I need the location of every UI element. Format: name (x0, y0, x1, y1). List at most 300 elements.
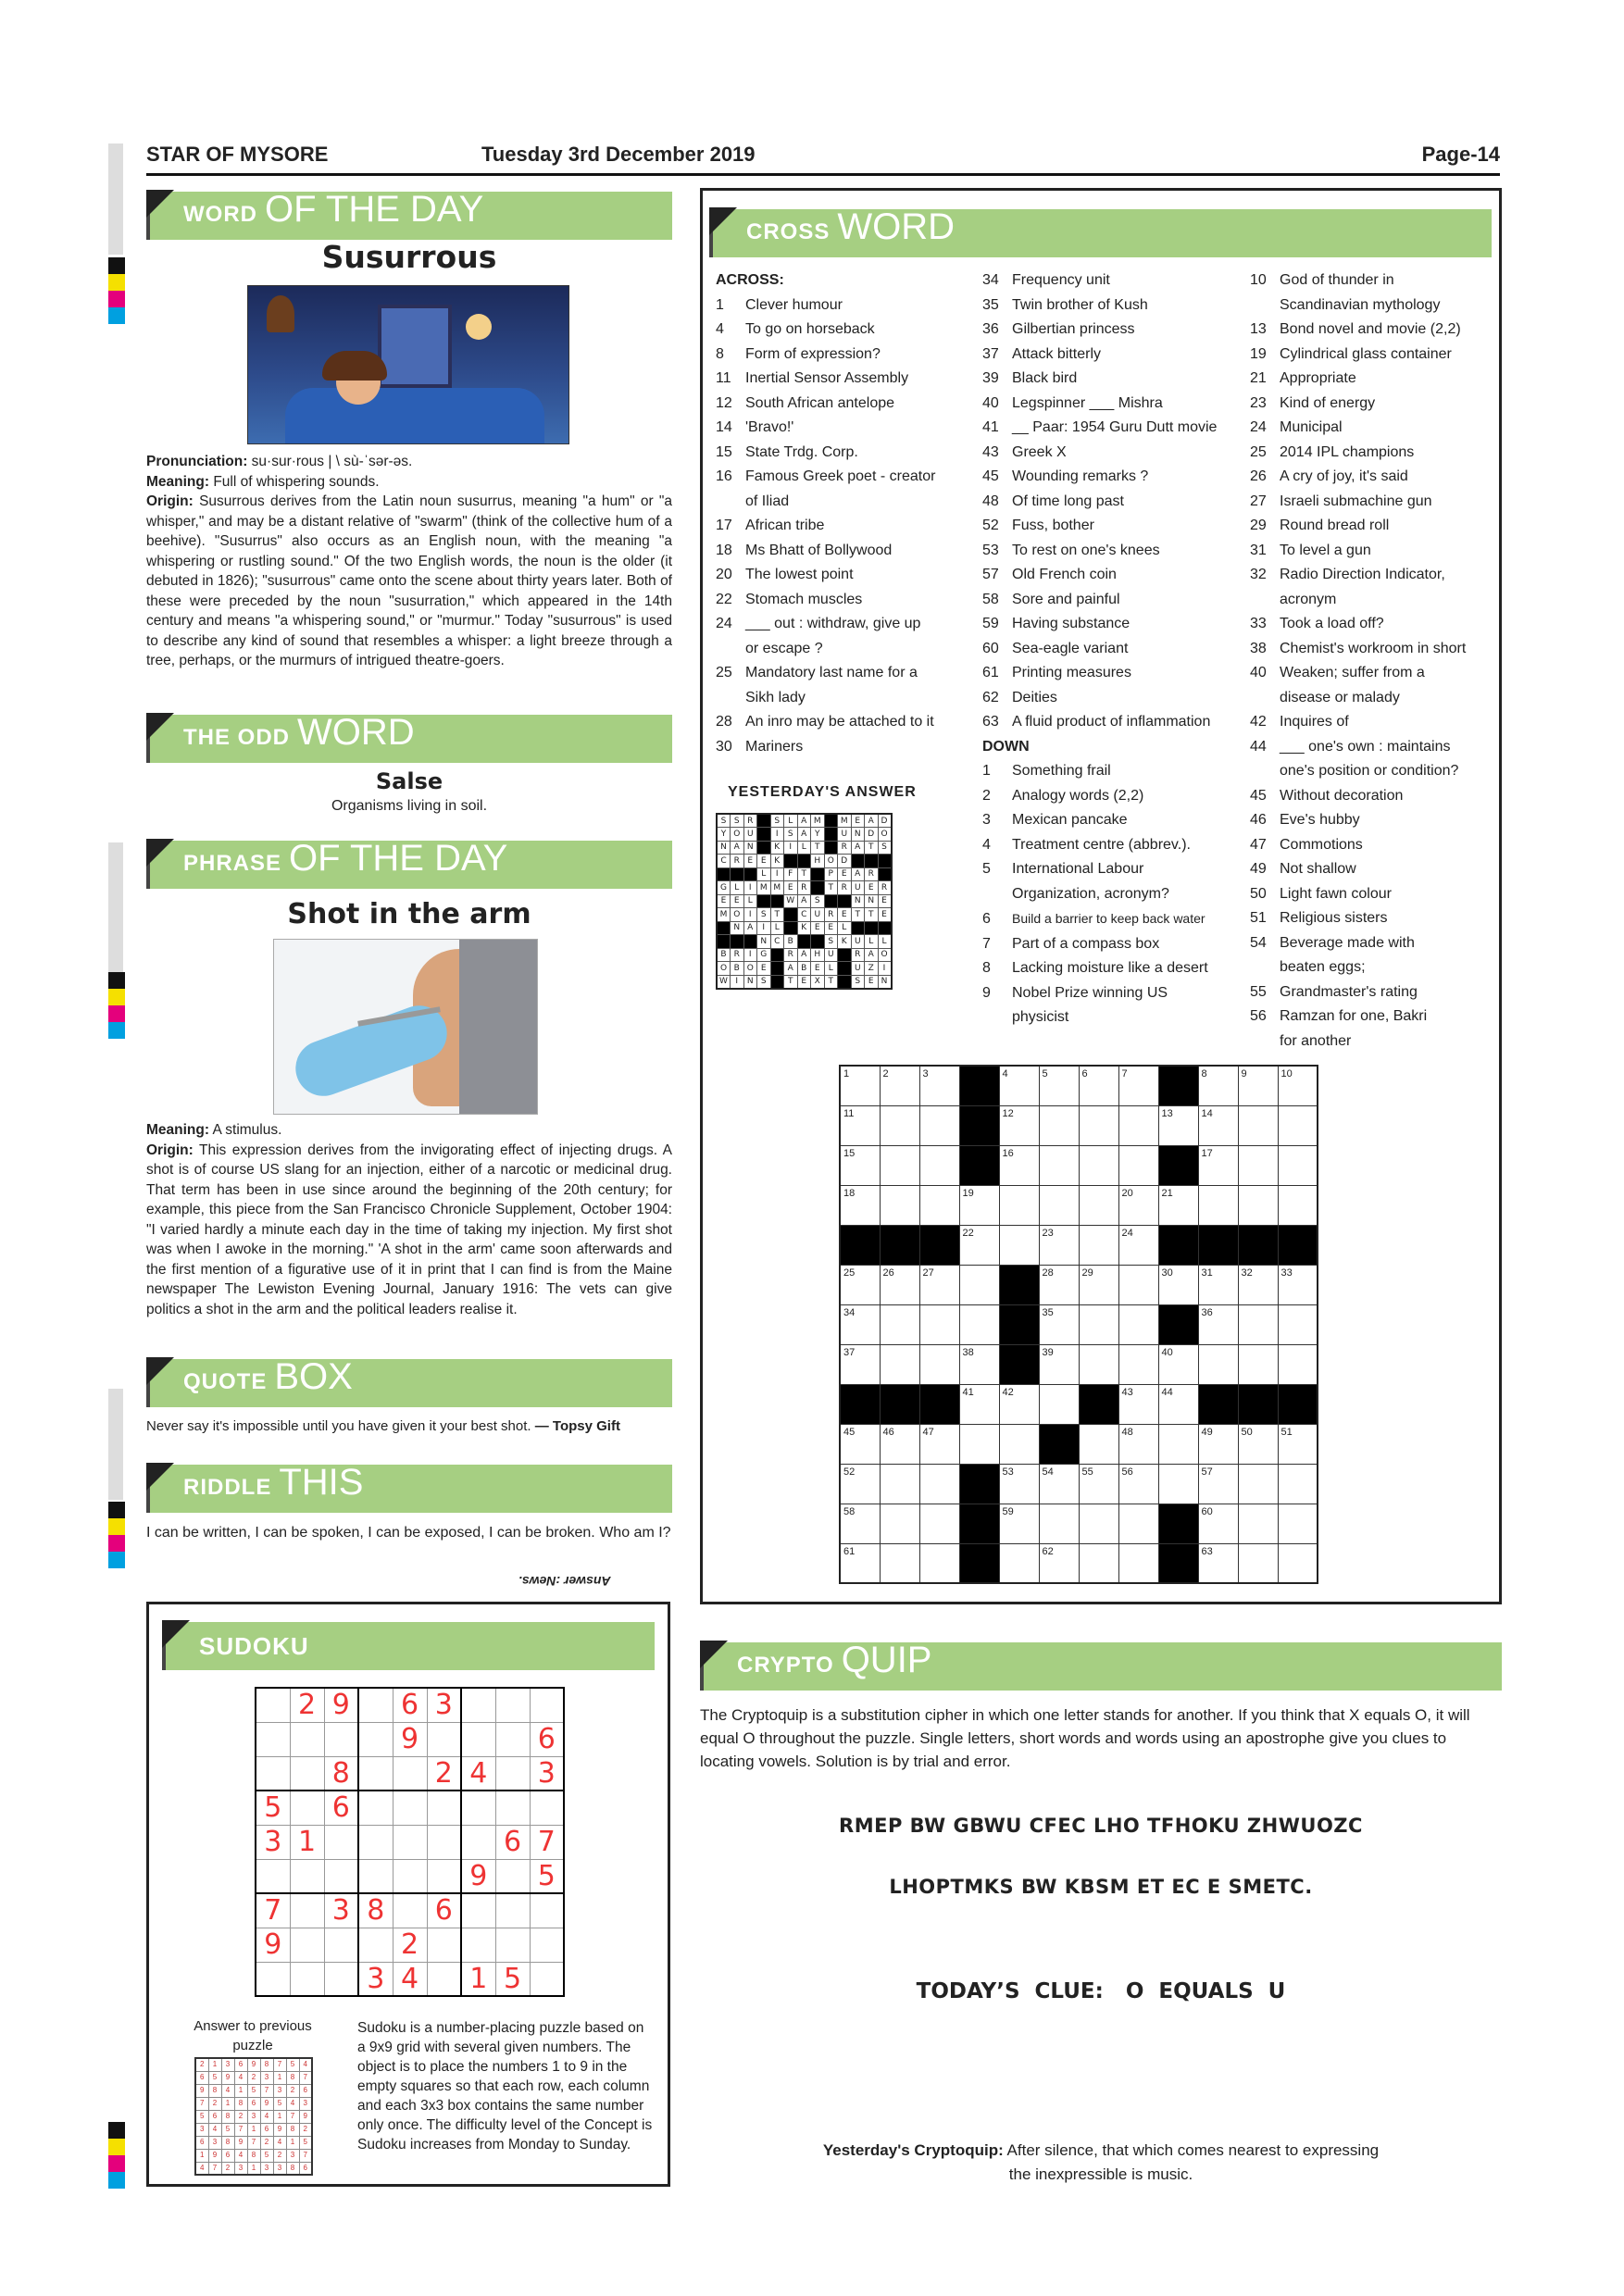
answer-cell: Z (865, 962, 879, 976)
black-cell (1198, 1384, 1238, 1424)
clue-item (982, 735, 1217, 760)
crossword-cell[interactable]: 9 (1238, 1066, 1278, 1105)
crossword-cell[interactable]: 13 (1158, 1105, 1198, 1145)
sudoku-cell[interactable] (358, 1928, 393, 1962)
crossword-cell[interactable] (1079, 1185, 1118, 1225)
crossword-cell[interactable]: 27 (919, 1265, 959, 1304)
crossword-cell[interactable]: 56 (1118, 1464, 1158, 1504)
crossword-cell[interactable]: 8 (1198, 1066, 1238, 1105)
crossword-cell[interactable] (919, 1344, 959, 1384)
clue-text: Round bread roll (1280, 518, 1390, 533)
crossword-cell[interactable] (999, 1543, 1039, 1583)
sudoku-cell: 5 (495, 1962, 530, 1996)
sudoku-cell[interactable] (256, 1756, 290, 1791)
answer-cell: A (784, 962, 798, 976)
clue-item (716, 588, 935, 613)
clue-item (1250, 955, 1466, 980)
clue-number: 47 (1250, 836, 1267, 853)
answer-cell: A (865, 814, 879, 828)
registration-swatch (108, 1005, 125, 1022)
sudoku-cell[interactable] (393, 1893, 427, 1928)
crossword-cell[interactable] (919, 1464, 959, 1504)
sudoku-cell[interactable] (358, 1859, 393, 1893)
clue-item (716, 710, 935, 735)
sudoku-cell[interactable] (461, 1688, 495, 1722)
crossword-cell[interactable]: 35 (1039, 1304, 1079, 1344)
sudoku-cell[interactable] (495, 1893, 530, 1928)
answer-cell: T (797, 867, 811, 881)
answer-cell: W (717, 975, 731, 989)
sudoku-cell[interactable] (290, 1722, 324, 1756)
sudoku-cell[interactable] (461, 1893, 495, 1928)
sudoku-cell: 7 (530, 1825, 564, 1859)
crossword-cell[interactable]: 34 (840, 1304, 880, 1344)
crossword-cell[interactable]: 39 (1039, 1344, 1079, 1384)
crossword-cell[interactable] (919, 1185, 959, 1225)
answer-cell: S (757, 975, 771, 989)
crossword-cell[interactable] (1039, 1105, 1079, 1145)
crossword-cell[interactable] (1238, 1105, 1278, 1145)
crossword-cell[interactable] (1118, 1304, 1158, 1344)
clue-item (716, 416, 935, 441)
sudoku-cell: 3 (530, 1756, 564, 1791)
clue-item (1250, 735, 1466, 760)
crossword-cell[interactable]: 47 (919, 1424, 959, 1464)
yesterday-text: After silence, that which comes nearest to expressing (1003, 2141, 1380, 2159)
sudoku-cell[interactable] (393, 1756, 427, 1791)
crossword-cell[interactable] (880, 1145, 919, 1185)
answer-cell: R (797, 881, 811, 895)
sudoku-cell[interactable] (256, 1688, 290, 1722)
crossword-cell[interactable]: 26 (880, 1265, 919, 1304)
crossword-cell[interactable]: 17 (1198, 1145, 1238, 1185)
crossword-cell[interactable]: 25 (840, 1265, 880, 1304)
sudoku-cell: 8 (358, 1893, 393, 1928)
answer-cell: N (878, 975, 892, 989)
crossword-cell[interactable] (1198, 1185, 1238, 1225)
crossword-cell[interactable]: 24 (1118, 1225, 1158, 1265)
clue-text: African tribe (745, 518, 825, 533)
sudoku-cell[interactable] (530, 1688, 564, 1722)
crossword-cell[interactable]: 40 (1158, 1344, 1198, 1384)
sudoku-cell[interactable] (530, 1791, 564, 1825)
crossword-cell[interactable]: 59 (999, 1504, 1039, 1543)
clue-number: 6 (982, 911, 991, 927)
mini-cell: 2 (286, 2084, 299, 2097)
sudoku-cell[interactable] (358, 1825, 393, 1859)
crossword-cell[interactable] (1118, 1543, 1158, 1583)
crossword-cell[interactable] (959, 1424, 999, 1464)
answer-cell: S (770, 814, 784, 828)
crossword-cell[interactable] (1278, 1464, 1318, 1504)
answer-cell: M (717, 908, 731, 922)
crossword-cell[interactable] (1158, 1464, 1198, 1504)
sudoku-cell[interactable] (393, 1859, 427, 1893)
sudoku-cell[interactable] (427, 1859, 461, 1893)
clue-number: 36 (982, 321, 999, 337)
crossword-cell[interactable]: 30 (1158, 1265, 1198, 1304)
crossword-cell[interactable] (919, 1543, 959, 1583)
crossword-cell[interactable]: 45 (840, 1424, 880, 1464)
clue-number: 60 (982, 640, 999, 656)
sudoku-cell[interactable] (495, 1859, 530, 1893)
clue-number: 3 (982, 812, 991, 828)
crossword-cell[interactable]: 23 (1039, 1225, 1079, 1265)
crossword-cell[interactable] (959, 1265, 999, 1304)
quote: Never say it's impossible until you have given it your best shot. (146, 1418, 535, 1434)
clue-item (716, 293, 935, 318)
clue-text: Appropriate (1280, 370, 1356, 386)
crossword-cell[interactable]: 28 (1039, 1265, 1079, 1304)
mini-cell: 3 (273, 2162, 286, 2175)
crossword-cell[interactable]: 32 (1238, 1265, 1278, 1304)
crossword-cell[interactable] (1278, 1105, 1318, 1145)
sudoku-cell[interactable] (324, 1962, 358, 1996)
crossword-cell[interactable] (1238, 1464, 1278, 1504)
clue-text: A cry of joy, it's said (1280, 468, 1408, 484)
clue-number: 20 (716, 567, 732, 582)
issue-date: Tuesday 3rd December 2019 (481, 143, 756, 166)
crossword-cell[interactable] (1039, 1145, 1079, 1185)
crossword-cell[interactable]: 42 (999, 1384, 1039, 1424)
clue-number: 38 (1250, 640, 1267, 656)
crossword-cell[interactable] (880, 1185, 919, 1225)
clue-item (1250, 686, 1466, 711)
black-cell (878, 855, 892, 868)
mini-cell: 3 (208, 2136, 221, 2149)
sudoku-cell[interactable] (358, 1722, 393, 1756)
crossword-cell[interactable]: 3 (919, 1066, 959, 1105)
clue-text: Without decoration (1280, 787, 1404, 804)
black-cell (770, 962, 784, 976)
quote-header (146, 1356, 672, 1407)
clue-text: The lowest point (745, 567, 854, 582)
crossword-cell[interactable] (919, 1304, 959, 1344)
crossword-cell[interactable] (1039, 1504, 1079, 1543)
sudoku-cell[interactable] (495, 1756, 530, 1791)
clue-item (982, 637, 1217, 662)
crossword-cell[interactable] (919, 1504, 959, 1543)
sudoku-cell[interactable] (393, 1791, 427, 1825)
sudoku-cell[interactable] (461, 1722, 495, 1756)
answer-cell: K (797, 921, 811, 935)
clue-item (982, 343, 1217, 368)
black-cell (999, 1344, 1039, 1384)
cryptoquip-clue: TODAY’S CLUE: O EQUALS U (916, 1979, 1286, 2003)
answer-cell: K (770, 841, 784, 855)
crossword-cell[interactable] (1039, 1185, 1079, 1225)
crossword-cell[interactable]: 51 (1278, 1424, 1318, 1464)
sudoku-cell[interactable] (290, 1928, 324, 1962)
crossword-cell[interactable]: 20 (1118, 1185, 1158, 1225)
clue-number: 57 (982, 567, 999, 582)
crossword-cell[interactable]: 1 (840, 1066, 880, 1105)
crossword-cell[interactable]: 16 (999, 1145, 1039, 1185)
answer-cell: A (851, 867, 865, 881)
clue-number: 27 (1250, 493, 1267, 509)
answer-cell: E (731, 894, 744, 908)
crossword-cell[interactable]: 2 (880, 1066, 919, 1105)
crossword-cell[interactable] (880, 1304, 919, 1344)
clue-text: Something frail (1012, 763, 1111, 779)
crossword-cell[interactable]: 57 (1198, 1464, 1238, 1504)
crossword-cell[interactable]: 22 (959, 1225, 999, 1265)
sudoku-cell[interactable] (358, 1791, 393, 1825)
registration-swatch (108, 274, 125, 291)
clue-item (982, 588, 1217, 613)
crossword-cell[interactable] (1278, 1145, 1318, 1185)
sudoku-cell[interactable] (256, 1722, 290, 1756)
clue-number: 34 (982, 272, 999, 288)
mini-cell: 3 (247, 2110, 260, 2123)
crossword-cell[interactable]: 21 (1158, 1185, 1198, 1225)
crossword-cell[interactable] (959, 1304, 999, 1344)
sudoku-cell[interactable] (256, 1859, 290, 1893)
answer-cell: S (731, 814, 744, 828)
crossword-cell[interactable] (1238, 1543, 1278, 1583)
mini-cell: 5 (260, 2149, 273, 2162)
clue-number: 54 (1250, 934, 1267, 951)
black-cell (757, 828, 771, 842)
crossword-cell[interactable] (1079, 1543, 1118, 1583)
clue-item (1250, 588, 1466, 613)
crossword-cell[interactable] (880, 1543, 919, 1583)
crossword-cell[interactable] (999, 1424, 1039, 1464)
crossword-cell[interactable]: 15 (840, 1145, 880, 1185)
answer-cell: R (824, 908, 838, 922)
sudoku-cell[interactable] (530, 1962, 564, 1996)
sudoku-cell[interactable] (427, 1962, 461, 1996)
crossword-cell[interactable]: 7 (1118, 1066, 1158, 1105)
crossword-cell[interactable]: 38 (959, 1344, 999, 1384)
crossword-cell[interactable]: 10 (1278, 1066, 1318, 1105)
crossword-cell[interactable]: 58 (840, 1504, 880, 1543)
crossword-cell[interactable]: 19 (959, 1185, 999, 1225)
crossword-cell[interactable] (1079, 1504, 1118, 1543)
crossword-cell[interactable]: 62 (1039, 1543, 1079, 1583)
clue-text: Twin brother of Kush (1012, 296, 1148, 313)
sudoku-cell[interactable] (427, 1791, 461, 1825)
answer-cell: A (865, 948, 879, 962)
clue-text: Having substance (1012, 616, 1131, 631)
crossword-cell[interactable] (1238, 1344, 1278, 1384)
crossword-cell[interactable] (880, 1464, 919, 1504)
mini-cell: 1 (273, 2110, 286, 2123)
crossword-cell[interactable] (1118, 1504, 1158, 1543)
mini-cell: 4 (208, 2123, 221, 2136)
crossword-cell[interactable] (1079, 1105, 1118, 1145)
clue-item (1250, 661, 1466, 686)
crossword-cell[interactable] (1278, 1304, 1318, 1344)
sudoku-cell[interactable] (290, 1756, 324, 1791)
crossword-cell[interactable]: 37 (840, 1344, 880, 1384)
crossword-cell[interactable] (1278, 1344, 1318, 1384)
crossword-cell[interactable]: 60 (1198, 1504, 1238, 1543)
crossword-cell[interactable] (1079, 1145, 1118, 1185)
crossword-cell[interactable]: 48 (1118, 1424, 1158, 1464)
sudoku-cell[interactable] (324, 1722, 358, 1756)
sudoku-cell[interactable] (290, 1791, 324, 1825)
crossword-cell[interactable] (919, 1145, 959, 1185)
clue-item (1250, 857, 1466, 882)
answer-cell: R (851, 948, 865, 962)
crossword-cell[interactable] (880, 1105, 919, 1145)
sudoku-cell[interactable] (461, 1791, 495, 1825)
black-cell (1158, 1543, 1198, 1583)
crossword-cell[interactable]: 36 (1198, 1304, 1238, 1344)
label: Origin: (146, 1142, 194, 1158)
crossword-cell[interactable]: 55 (1079, 1464, 1118, 1504)
clue-text: Clever humour (745, 296, 843, 313)
clue-text: Sea-eagle variant (1012, 640, 1129, 656)
answer-cell: W (784, 894, 798, 908)
crossword-cell[interactable]: 12 (999, 1105, 1039, 1145)
sudoku-cell[interactable] (427, 1722, 461, 1756)
sudoku-cell[interactable] (530, 1893, 564, 1928)
registration-swatch (108, 972, 125, 989)
crossword-cell[interactable]: 63 (1198, 1543, 1238, 1583)
crossword-cell[interactable] (999, 1185, 1039, 1225)
crossword-cell[interactable]: 33 (1278, 1265, 1318, 1304)
clue-item (1250, 367, 1466, 392)
word-illustration (247, 285, 569, 444)
crossword-cell[interactable] (1118, 1105, 1158, 1145)
crossword-cell[interactable]: 31 (1198, 1265, 1238, 1304)
crossword-cell[interactable] (1118, 1344, 1158, 1384)
sudoku-cell[interactable] (495, 1791, 530, 1825)
answer-cell: D (878, 814, 892, 828)
answer-cell: T (824, 975, 838, 989)
crossword-cell[interactable] (1039, 1384, 1079, 1424)
sudoku-cell[interactable] (358, 1688, 393, 1722)
crossword-cell[interactable]: 43 (1118, 1384, 1158, 1424)
crossword-cell[interactable] (1238, 1304, 1278, 1344)
crossword-cell[interactable] (1118, 1265, 1158, 1304)
sudoku-cell[interactable] (324, 1928, 358, 1962)
crossword-cell[interactable]: 54 (1039, 1464, 1079, 1504)
answer-cell: M (838, 814, 852, 828)
answer-cell: Y (717, 828, 731, 842)
crossword-cell[interactable] (919, 1105, 959, 1145)
answer-cell: A (797, 894, 811, 908)
crossword-cell[interactable] (999, 1225, 1039, 1265)
crossword-cell[interactable]: 49 (1198, 1424, 1238, 1464)
clue-text: Municipal (1280, 419, 1343, 435)
sudoku-cell[interactable] (530, 1928, 564, 1962)
crossword-cell[interactable]: 18 (840, 1185, 880, 1225)
clue-number: 40 (1250, 665, 1267, 680)
crossword-cell[interactable]: 29 (1079, 1265, 1118, 1304)
crossword-cell[interactable]: 6 (1079, 1066, 1118, 1105)
answer-cell: I (743, 908, 757, 922)
crossword-cell[interactable] (1198, 1344, 1238, 1384)
answer-cell: P (824, 867, 838, 881)
sudoku-cell[interactable] (290, 1859, 324, 1893)
mini-cell: 3 (299, 2097, 312, 2110)
black-cell (1198, 1225, 1238, 1265)
sudoku-cell[interactable] (495, 1688, 530, 1722)
sudoku-cell[interactable] (461, 1825, 495, 1859)
sudoku-cell[interactable] (290, 1893, 324, 1928)
mini-cell: 9 (260, 2097, 273, 2110)
sudoku-cell[interactable] (427, 1928, 461, 1962)
crossword-cell[interactable]: 50 (1238, 1424, 1278, 1464)
black-cell (1158, 1225, 1198, 1265)
sudoku-cell[interactable] (495, 1928, 530, 1962)
answer-cell: H (811, 855, 825, 868)
origin-text: This expression derives from the invigorating effect of injecting drugs. A shot is of course US slang for an injection, either of a narcotic or medicinal drug. That term has been in use since around the beginning of the 20th century; for example, this piece from the San Francisco Chronicle Supplement, October 1904: "I varied hardly a minute each day in the time of taking my injection. My first shot was when I awoke in the morning." 'A shot in the arm' came soon afterwards and the first mention of a figurative use of it in print that I can find is from the Maine newspaper The Lewiston Evening Journal, January 1916: The vets can give politics a shot in the arm and the political leaders realise it. (146, 1142, 672, 1317)
crossword-cell[interactable]: 53 (999, 1464, 1039, 1504)
black-cell (919, 1384, 959, 1424)
sudoku-cell: 1 (290, 1825, 324, 1859)
crossword-cell[interactable] (1079, 1225, 1118, 1265)
crossword-cell[interactable]: 14 (1198, 1105, 1238, 1145)
crossword-cell[interactable] (1118, 1145, 1158, 1185)
crossword-cell[interactable]: 61 (840, 1543, 880, 1583)
sudoku-grid (255, 1687, 565, 1997)
sudoku-cell[interactable] (461, 1928, 495, 1962)
crossword-cell[interactable] (1278, 1504, 1318, 1543)
sudoku-cell[interactable] (324, 1825, 358, 1859)
crossword-cell[interactable]: 46 (880, 1424, 919, 1464)
answer-cell: U (824, 948, 838, 962)
crossword-cell[interactable] (1079, 1304, 1118, 1344)
crossword-cell[interactable]: 5 (1039, 1066, 1079, 1105)
crossword-cell[interactable]: 11 (840, 1105, 880, 1145)
sudoku-cell[interactable] (393, 1825, 427, 1859)
answer-cell: L (731, 881, 744, 895)
crossword-cell[interactable] (880, 1504, 919, 1543)
clue-item (1250, 612, 1466, 637)
clue-text: State Trdg. Corp. (745, 443, 858, 460)
crossword-cell[interactable] (1079, 1424, 1118, 1464)
sudoku-cell[interactable] (290, 1962, 324, 1996)
sudoku-cell[interactable] (256, 1962, 290, 1996)
crossword-cell[interactable] (880, 1344, 919, 1384)
black-cell (1158, 1504, 1198, 1543)
black-cell (770, 975, 784, 989)
clue-number: 61 (982, 665, 999, 680)
crossword-cell[interactable]: 52 (840, 1464, 880, 1504)
crossword-cell[interactable] (1278, 1185, 1318, 1225)
mini-cell: 9 (234, 2136, 247, 2149)
sudoku-cell[interactable] (427, 1825, 461, 1859)
sudoku-cell[interactable] (324, 1859, 358, 1893)
crossword-cell[interactable]: 4 (999, 1066, 1039, 1105)
crossword-cell[interactable] (1278, 1543, 1318, 1583)
answer-cell: A (797, 828, 811, 842)
answer-cell: R (878, 881, 892, 895)
answer-cell: O (878, 948, 892, 962)
clue-item (982, 833, 1217, 858)
clue-item (1250, 343, 1466, 368)
answer-cell: L (824, 962, 838, 976)
answer-cell: A (851, 841, 865, 855)
clue-number: 46 (1250, 812, 1267, 828)
black-cell (757, 894, 771, 908)
crossword-cell[interactable]: 44 (1158, 1384, 1198, 1424)
crossword-cell[interactable] (1158, 1424, 1198, 1464)
crossword-cell[interactable] (1238, 1185, 1278, 1225)
crossword-cell[interactable] (1238, 1145, 1278, 1185)
crossword-cell[interactable] (1238, 1504, 1278, 1543)
crossword-cell[interactable]: 41 (959, 1384, 999, 1424)
mini-cell: 3 (286, 2149, 299, 2162)
sudoku-cell[interactable] (495, 1722, 530, 1756)
meaning: Full of whispering sounds. (209, 473, 380, 490)
sudoku-cell[interactable] (358, 1756, 393, 1791)
crossword-cell[interactable] (1079, 1344, 1118, 1384)
